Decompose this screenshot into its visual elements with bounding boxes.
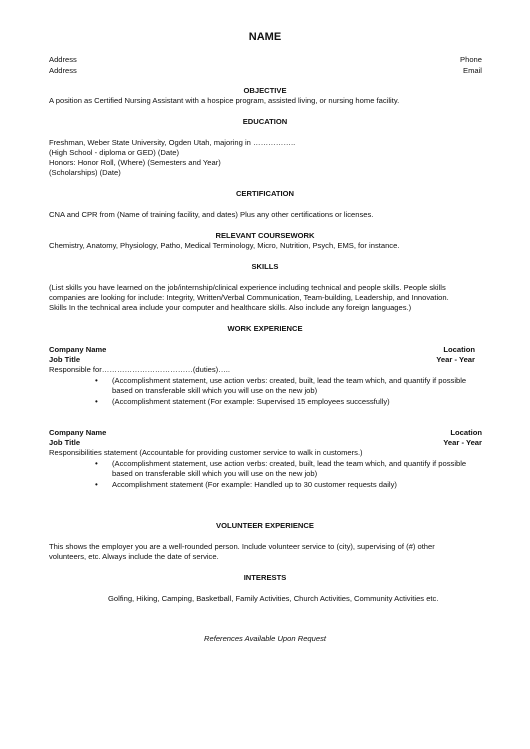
- job-1-bullet-1-line-1: (Accomplishment statement, use action verbs: created, built, lead the team which, and quantify if possible: [112, 376, 467, 385]
- coursework-heading: RELEVANT COURSEWORK: [215, 231, 315, 240]
- volunteer-line: This shows the employer you are a well-rounded person. Include volunteer service to (city), supervising of (#) other: [49, 542, 435, 551]
- job-2-years: Year - Year: [443, 438, 482, 447]
- job-1-location: Location: [443, 345, 475, 354]
- certification-heading: CERTIFICATION: [235, 189, 295, 198]
- phone-label: Phone: [460, 55, 482, 64]
- references-note: References Available Upon Request: [204, 634, 326, 643]
- job-2-company: Company Name: [49, 428, 107, 437]
- certification-text: CNA and CPR from (Name of training facility, and dates) Plus any other certifications or licenses.: [49, 210, 374, 219]
- objective-heading: OBJECTIVE: [243, 86, 287, 95]
- job-1-company: Company Name: [49, 345, 107, 354]
- education-heading: EDUCATION: [242, 117, 288, 126]
- education-line: (High School - diploma or GED) (Date): [49, 148, 179, 157]
- bullet-icon: •: [95, 459, 98, 468]
- work-experience-heading: WORK EXPERIENCE: [227, 324, 303, 333]
- skills-heading: SKILLS: [251, 262, 279, 271]
- job-2-title: Job Title: [49, 438, 81, 447]
- job-2-responsibility: Responsibilities statement (Accountable for providing customer service to walk in customers.): [49, 448, 363, 457]
- education-line: (Scholarships) (Date): [49, 168, 121, 177]
- bullet-icon: •: [95, 397, 98, 406]
- volunteer-heading: VOLUNTEER EXPERIENCE: [216, 521, 314, 530]
- education-line: Freshman, Weber State University, Ogden Utah, majoring in ……………..: [49, 138, 296, 147]
- skills-line: Skills In the technical area include your computer and healthcare skills. Also include any foreign languages.): [49, 303, 412, 312]
- objective-text: A position as Certified Nursing Assistant with a hospice program, assisted living, or nursing home facility.: [49, 96, 400, 105]
- job-2-location: Location: [450, 428, 482, 437]
- job-2-bullet-1-line-1: (Accomplishment statement, use action verbs: created, built, lead the team which, and quantify if possible: [112, 459, 467, 468]
- skills-line: (List skills you have learned on the job/internship/clinical experience including technical and people skills. People skills: [49, 283, 446, 292]
- interests-heading: INTERESTS: [243, 573, 287, 582]
- job-1-title: Job Title: [49, 355, 81, 364]
- coursework-text: Chemistry, Anatomy, Physiology, Patho, Medical Terminology, Micro, Nutrition, Psych, EMS, for instance.: [49, 241, 400, 250]
- job-1-bullet-2: (Accomplishment statement (For example: Supervised 15 employees successfully): [112, 397, 390, 406]
- email-label: Email: [463, 66, 482, 75]
- education-line: Honors: Honor Roll, (Where) (Semesters and Year): [49, 158, 221, 167]
- job-2-bullet-2: Accomplishment statement (For example: Handled up to 30 customer requests daily): [112, 480, 397, 489]
- job-1-bullet-1-line-2: based on transferable skill which you will use on the new job): [112, 386, 318, 395]
- address-line-1: Address: [49, 55, 77, 64]
- bullet-icon: •: [95, 376, 98, 385]
- job-1-years: Year - Year: [436, 355, 475, 364]
- job-1-responsibility: Responsible for………………………………(duties)…..: [49, 365, 231, 374]
- address-line-2: Address: [49, 66, 77, 75]
- bullet-icon: •: [95, 480, 98, 489]
- interests-text: Golfing, Hiking, Camping, Basketball, Family Activities, Church Activities, Community Activities etc.: [108, 594, 439, 603]
- skills-line: companies are looking for include: Integrity, Written/Verbal Communication, Team-building, Leadership, and Innovation.: [49, 293, 449, 302]
- volunteer-line: volunteers, etc. Always include the date of service.: [49, 552, 219, 561]
- job-2-bullet-1-line-2: based on transferable skill which you will use on the new job): [112, 469, 318, 478]
- resume-name: NAME: [248, 31, 282, 43]
